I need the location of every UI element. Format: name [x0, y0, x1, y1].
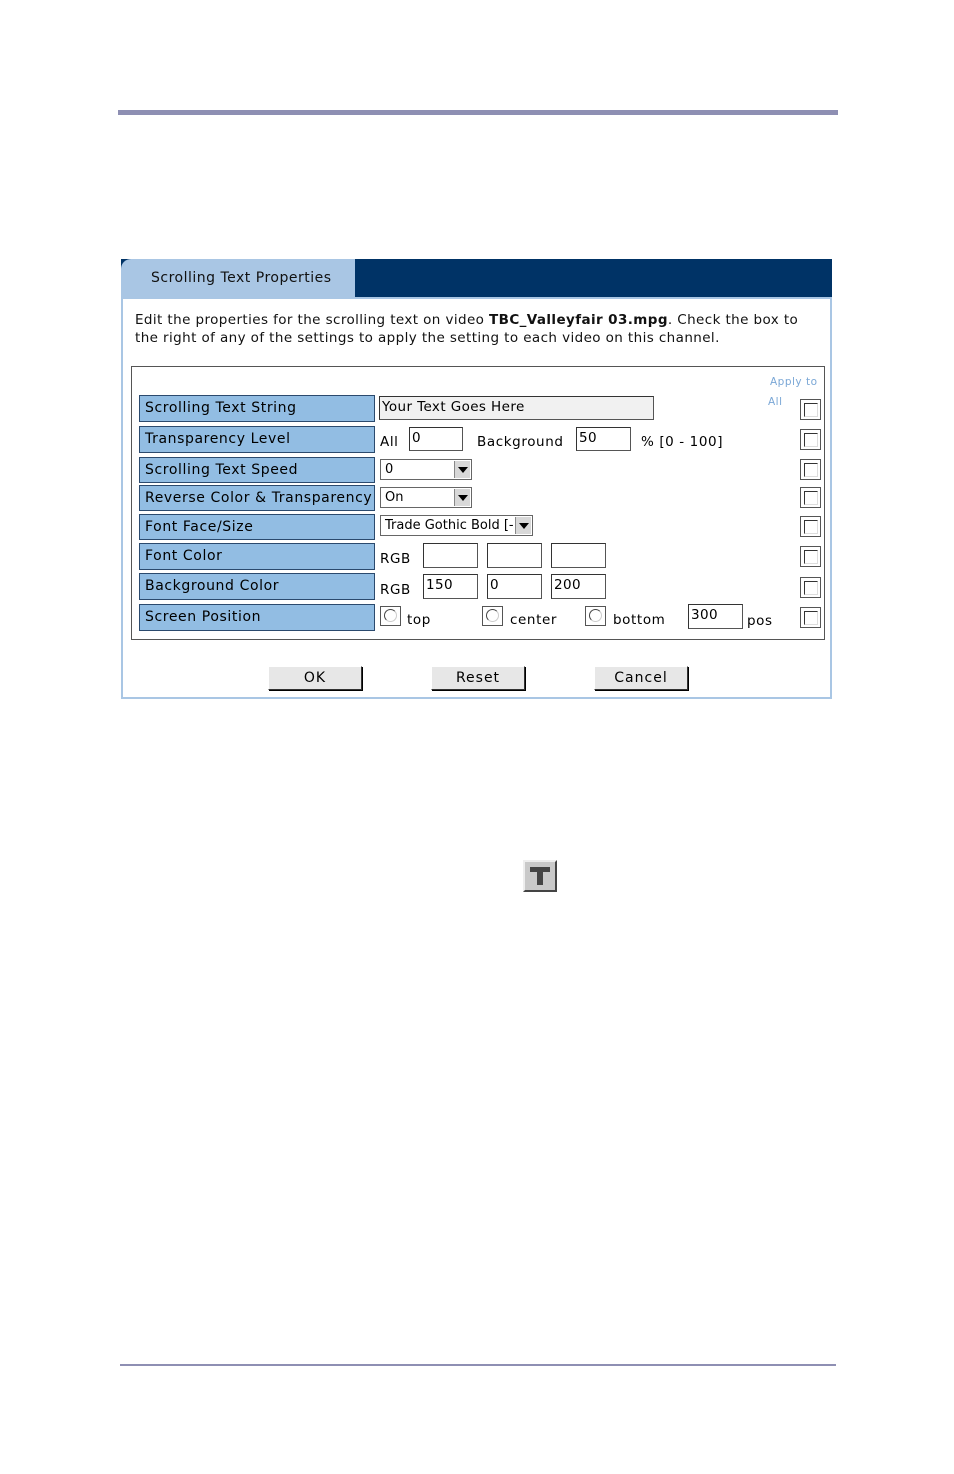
- apply-all-checkbox-transparency[interactable]: [800, 429, 821, 450]
- position-top-label: top: [407, 612, 431, 628]
- settings-table: [131, 366, 825, 640]
- position-bottom-label: bottom: [613, 612, 666, 628]
- apply-all-checkbox-font-color[interactable]: [800, 546, 821, 567]
- row-reverse-color: [139, 485, 823, 512]
- row-transparency-level: [139, 426, 823, 453]
- row-screen-position: [139, 604, 823, 631]
- position-center-label: center: [510, 612, 558, 628]
- label-scrolling-text-speed: Scrolling Text Speed: [139, 457, 375, 483]
- background-color-b-input[interactable]: 200: [551, 574, 606, 599]
- row-font-face-size: [139, 514, 823, 541]
- footer-rule: [120, 1364, 836, 1366]
- ok-button[interactable]: OK: [268, 666, 362, 690]
- position-pos-input[interactable]: 300: [688, 604, 743, 629]
- label-font-color: Font Color: [139, 543, 375, 570]
- font-face-select[interactable]: [380, 515, 533, 536]
- transparency-range-text: % [0 - 100]: [641, 434, 724, 450]
- apply-all-checkbox-speed[interactable]: [800, 459, 821, 480]
- scrolling-speed-value: 0: [385, 462, 394, 477]
- apply-all-checkbox-reverse-color[interactable]: [800, 487, 821, 508]
- reverse-color-value: On: [385, 490, 404, 505]
- label-background-color: Background Color: [139, 573, 375, 600]
- position-top-radio[interactable]: [380, 606, 401, 626]
- label-scrolling-text-string: Scrolling Text String: [139, 395, 375, 422]
- scrolling-speed-select[interactable]: [380, 459, 472, 480]
- scrolling-text-properties-dialog: [121, 259, 832, 699]
- apply-all-checkbox-background-color[interactable]: [800, 577, 821, 598]
- transparency-background-label: Background: [477, 434, 564, 450]
- reset-button[interactable]: Reset: [431, 666, 525, 690]
- video-name: TBC_Valleyfair 03.mpg: [489, 312, 668, 328]
- label-screen-position: Screen Position: [139, 604, 375, 631]
- dialog-panel: [121, 297, 832, 699]
- row-font-color: [139, 543, 823, 570]
- header-rule: [118, 110, 838, 115]
- row-background-color: [139, 573, 823, 600]
- position-center-radio[interactable]: [482, 606, 503, 626]
- chevron-down-icon[interactable]: [515, 517, 531, 534]
- dialog-description: Edit the properties for the scrolling text on video TBC_Valleyfair 03.mpg. Check the box to the right of any of the settings to apply the setting to each video on this channel.: [135, 312, 799, 346]
- position-pos-label: pos: [747, 613, 773, 629]
- position-bottom-radio[interactable]: [585, 606, 606, 626]
- label-transparency-level: Transparency Level: [139, 426, 375, 453]
- row-scrolling-text-speed: [139, 457, 823, 484]
- font-face-value: Trade Gothic Bold [-: [385, 518, 514, 533]
- background-color-g-input[interactable]: 0: [487, 574, 542, 599]
- apply-all-checkbox-font-face[interactable]: [800, 516, 821, 537]
- apply-to-label: Apply to: [770, 376, 818, 388]
- chevron-down-icon[interactable]: [454, 489, 470, 506]
- transparency-background-input[interactable]: 50: [576, 427, 631, 451]
- font-color-rgb-label: RGB: [380, 551, 411, 567]
- background-color-rgb-label: RGB: [380, 582, 411, 598]
- tab-scrolling-text-properties[interactable]: Scrolling Text Properties: [121, 259, 355, 297]
- cancel-button[interactable]: Cancel: [594, 666, 688, 690]
- font-color-r-input[interactable]: [423, 543, 478, 568]
- reverse-color-select[interactable]: [380, 487, 472, 508]
- row-scrolling-text-string: [139, 395, 823, 422]
- label-reverse-color: Reverse Color & Transparency: [139, 485, 375, 511]
- chevron-down-icon[interactable]: [454, 461, 470, 478]
- apply-all-label: All: [768, 396, 783, 408]
- label-font-face-size: Font Face/Size: [139, 514, 375, 540]
- background-color-r-input[interactable]: 150: [423, 574, 478, 599]
- text-tool-icon: [523, 860, 557, 892]
- transparency-all-label: All: [380, 434, 399, 450]
- apply-all-checkbox-screen-position[interactable]: [800, 607, 821, 628]
- font-color-g-input[interactable]: [487, 543, 542, 568]
- apply-all-checkbox-text-string[interactable]: [800, 399, 821, 420]
- transparency-all-input[interactable]: 0: [409, 427, 463, 451]
- font-color-b-input[interactable]: [551, 543, 606, 568]
- scrolling-text-input[interactable]: Your Text Goes Here: [379, 396, 654, 420]
